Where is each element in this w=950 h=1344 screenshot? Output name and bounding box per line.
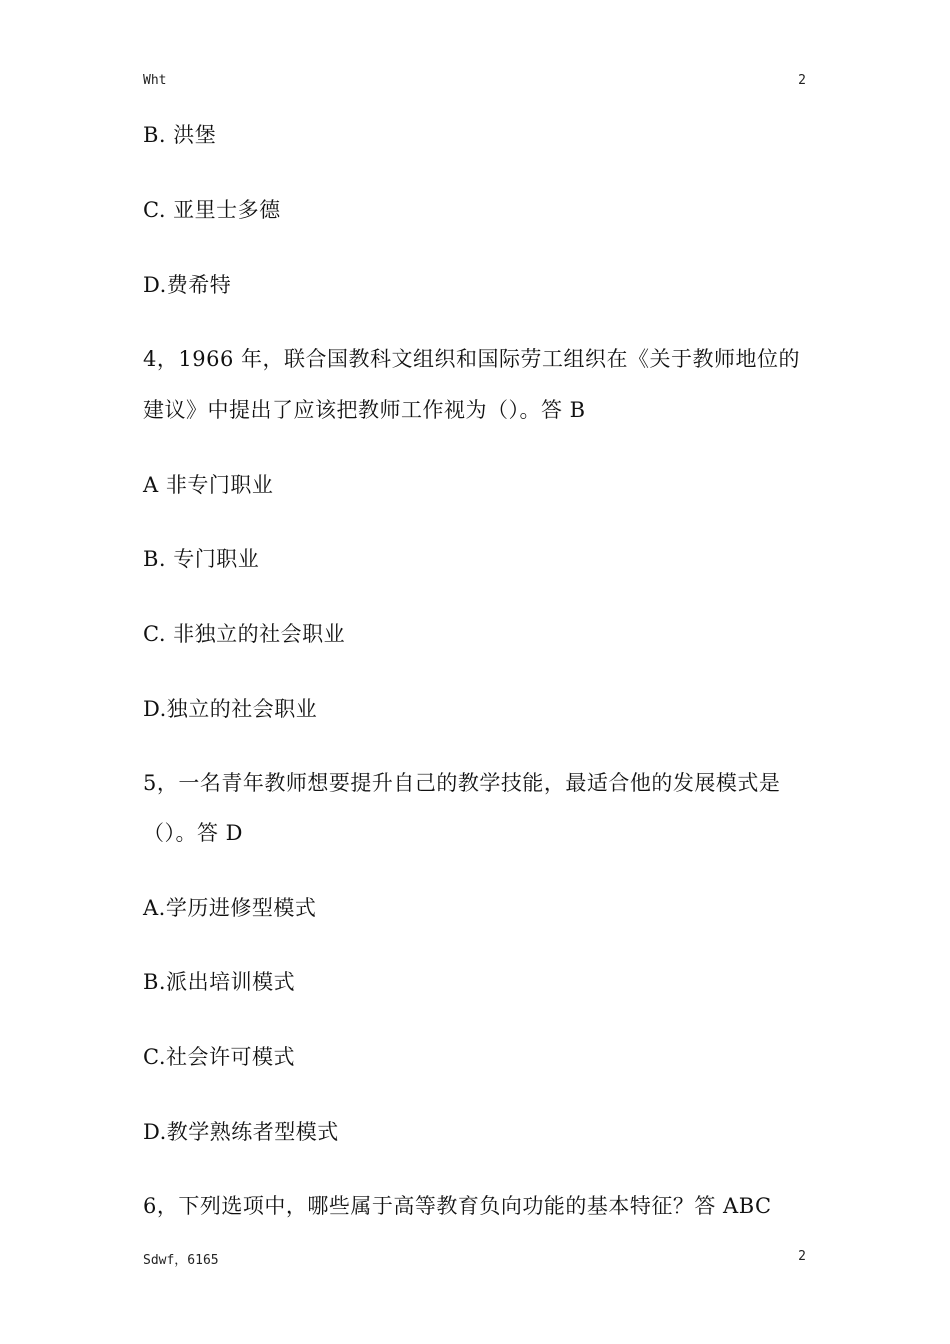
q4-option-b: B. 专门职业 — [143, 547, 260, 571]
q5-stem-line-2: （）。答 D — [143, 821, 244, 845]
page-footer-page-number: 2 — [798, 1249, 806, 1264]
page-header-left: Wht — [143, 73, 167, 88]
q3-option-d: D.费希特 — [143, 273, 232, 297]
q4-option-d: D.独立的社会职业 — [143, 697, 318, 721]
q4-option-c: C. 非独立的社会职业 — [143, 622, 346, 646]
page-footer-left: Sdwf，6165 — [143, 1253, 219, 1268]
q5-option-b: B.派出培训模式 — [143, 970, 296, 994]
q4-stem-line-2: 建议》中提出了应该把教师工作视为（）。答 B — [143, 398, 586, 422]
q5-option-a: A.学历进修型模式 — [143, 896, 317, 920]
q3-option-b: B. 洪堡 — [143, 123, 217, 147]
q3-option-c: C. 亚里士多德 — [143, 198, 281, 222]
q4-option-a: A 非专门职业 — [143, 473, 274, 497]
q5-option-c: C.社会许可模式 — [143, 1045, 295, 1069]
q5-stem-line-1: 5，一名青年教师想要提升自己的教学技能，最适合他的发展模式是 — [143, 771, 781, 795]
q6-stem-line-1: 6，下列选项中，哪些属于高等教育负向功能的基本特征？答 ABC — [143, 1194, 772, 1218]
page-header-page-number: 2 — [798, 73, 806, 88]
q5-option-d: D.教学熟练者型模式 — [143, 1120, 339, 1144]
q4-stem-line-1: 4，1966 年，联合国教科文组织和国际劳工组织在《关于教师地位的 — [143, 347, 800, 371]
